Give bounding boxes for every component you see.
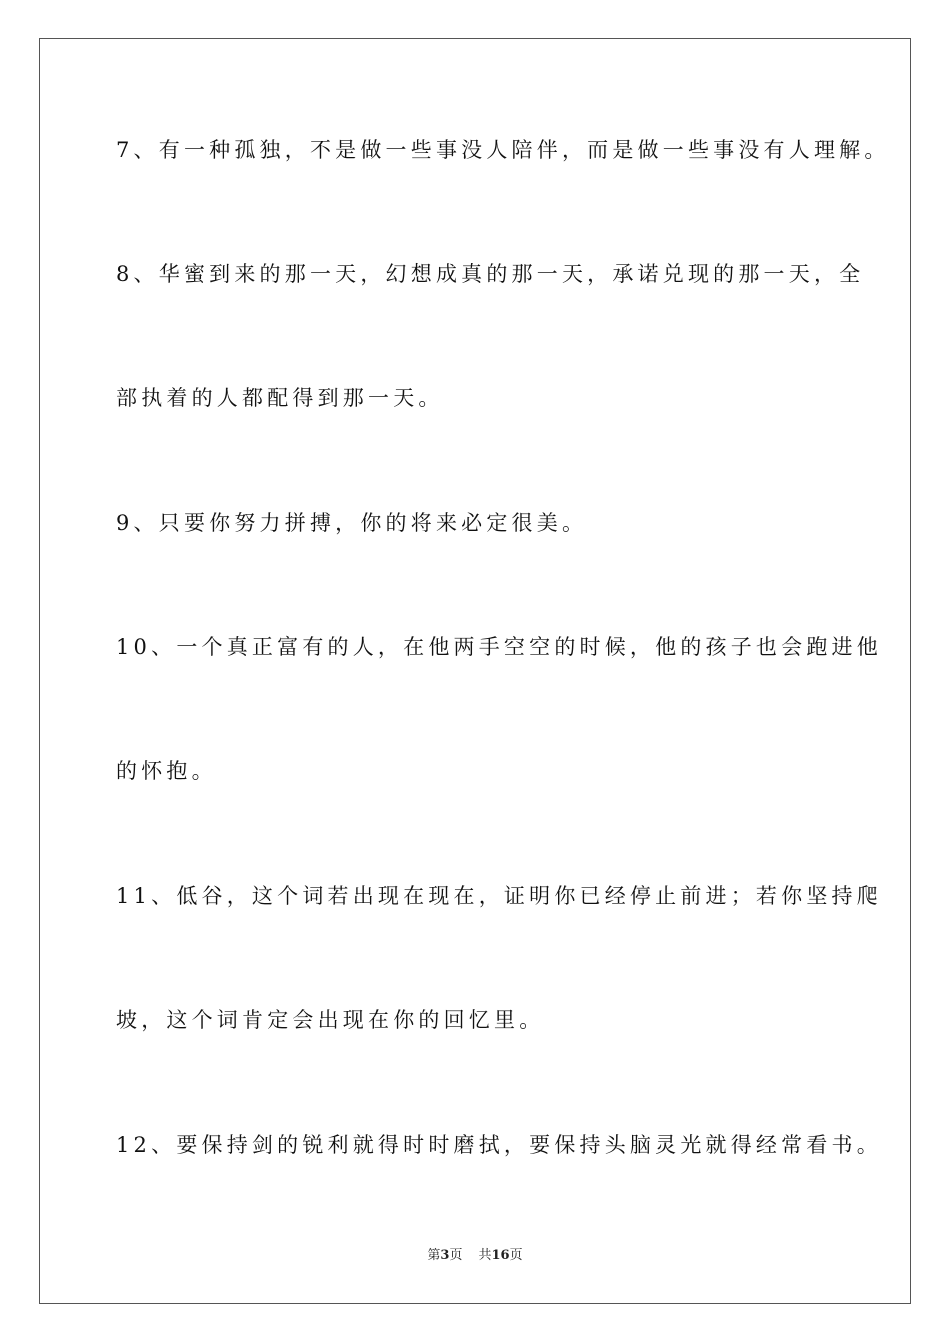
page-suffix: 页 [449,1248,463,1263]
total-suffix: 页 [509,1248,523,1263]
quote-9-line: 9、只要你努力拼搏，你的将来必定很美。 [116,511,588,535]
total-pages: 16 [491,1248,510,1263]
total-prefix: 共 [478,1248,492,1263]
quote-8-line-2: 部执着的人都配得到那一天。 [116,386,444,410]
page-border [39,38,911,1304]
page-footer [0,1247,950,1265]
quote-10-line-1: 10、一个真正富有的人，在他两手空空的时候，他的孩子也会跑进他 [116,635,882,659]
quote-11-line-2: 坡，这个词肯定会出现在你的回忆里。 [116,1008,545,1032]
page-number: 3 [440,1248,450,1263]
quote-11-line-1: 11、低谷，这个词若出现在现在，证明你已经停止前进；若你坚持爬 [116,884,882,908]
quote-7-line: 7、有一种孤独，不是做一些事没人陪伴，而是做一些事没有人理解。 [116,138,890,162]
quote-8-line-1: 8、华蜜到来的那一天，幻想成真的那一天，承诺兑现的那一天，全 [116,262,865,286]
quote-12-line: 12、要保持剑的锐利就得时时磨拭，要保持头脑灵光就得经常看书。 [116,1133,882,1157]
quote-10-line-2: 的怀抱。 [116,759,217,783]
page-prefix: 第 [427,1248,441,1263]
